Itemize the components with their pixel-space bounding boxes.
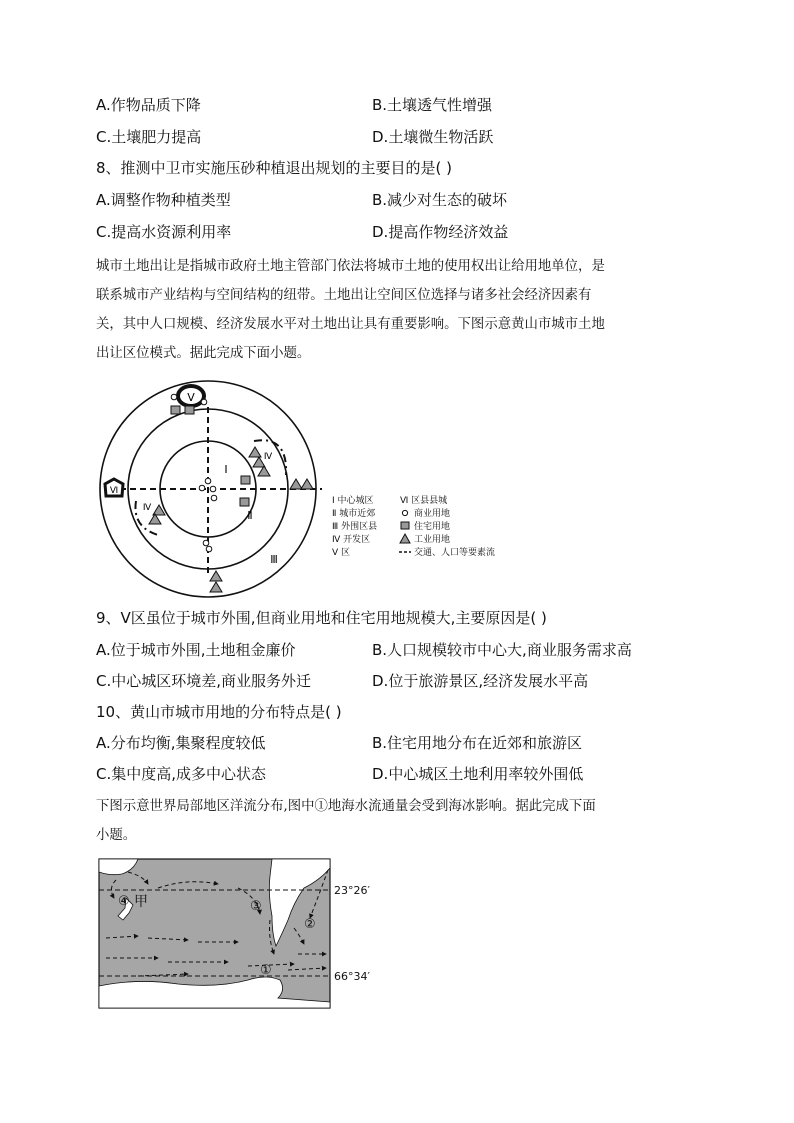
passage-2-line: 小题。 bbox=[96, 828, 137, 843]
q7-option-b: B.土壤透气性增强 bbox=[372, 96, 493, 114]
q9-option-d: D.位于旅游景区,经济发展水平高 bbox=[372, 672, 589, 690]
zone-iii-label: Ⅲ bbox=[270, 553, 278, 566]
q8-option-a: A.调整作物种植类型 bbox=[96, 191, 231, 209]
legend-commercial-symbol bbox=[402, 510, 407, 515]
q10-option-d: D.中心城区土地利用率较外围低 bbox=[372, 765, 584, 783]
q10-stem: 10、黄山市城市用地的分布特点是( ) bbox=[96, 703, 342, 721]
zone-v-label: Ⅴ bbox=[187, 391, 195, 404]
q10-option-a: A.分布均衡,集聚程度较低 bbox=[96, 734, 266, 752]
q8-option-d: D.提高作物经济效益 bbox=[372, 223, 509, 241]
industrial-symbol bbox=[210, 582, 222, 592]
label-4: ④ bbox=[118, 894, 130, 909]
residential-symbol bbox=[185, 406, 194, 414]
legend-residential-symbol bbox=[401, 522, 409, 529]
passage-1-line: 关，其中人口规模、经济发展水平对土地出让具有重要影响。下图示意黄山市城市土地 bbox=[96, 317, 605, 332]
q7-option-a: A.作物品质下降 bbox=[96, 96, 201, 114]
legend-zone-vi: Ⅵ 区县县城 bbox=[400, 496, 448, 506]
zone-vi-label: Ⅵ bbox=[109, 486, 119, 496]
legend-industrial: 工业用地 bbox=[414, 535, 451, 545]
ocean-current-map bbox=[98, 858, 388, 1010]
q10-option-c: C.集中度高,成多中心状态 bbox=[96, 765, 267, 783]
zone-iv-east-label: Ⅳ bbox=[263, 452, 273, 462]
label-jia: 甲 bbox=[134, 894, 148, 910]
q8-stem: 8、推测中卫市实施压砂种植退出规划的主要目的是( ) bbox=[96, 159, 453, 177]
q8-option-c: C.提高水资源利用率 bbox=[96, 223, 232, 241]
q10-option-b: B.住宅用地分布在近郊和旅游区 bbox=[372, 734, 583, 752]
q7-option-d: D.土壤微生物活跃 bbox=[372, 128, 494, 146]
legend-zone-v: Ⅴ 区 bbox=[332, 548, 351, 558]
commercial-symbol bbox=[210, 486, 216, 492]
legend-zone-iii: Ⅲ 外围区县 bbox=[332, 522, 378, 532]
legend bbox=[332, 494, 495, 558]
passage-2-line: 下图示意世界局部地区洋流分布,图中①地海水流通量会受到海冰影响。据此完成下面 bbox=[96, 799, 596, 814]
legend-industrial-symbol bbox=[400, 534, 410, 543]
legend-flow: 交通、人口等要素流 bbox=[414, 548, 496, 558]
q8-option-b: B.减少对生态的破坏 bbox=[372, 191, 508, 209]
label-2: ② bbox=[304, 917, 316, 932]
q9-option-a: A.位于城市外围,土地租金廉价 bbox=[96, 641, 296, 659]
q9-stem: 9、Ⅴ区虽位于城市外围,但商业用地和住宅用地规模大,主要原因是( ) bbox=[96, 609, 547, 627]
legend-zone-i: Ⅰ 中心城区 bbox=[332, 496, 374, 506]
legend-zone-iv: Ⅳ 开发区 bbox=[332, 535, 371, 545]
commercial-symbol bbox=[199, 485, 205, 491]
land-transfer-diagram bbox=[96, 377, 526, 599]
commercial-symbol bbox=[206, 546, 212, 552]
commercial-symbol bbox=[203, 540, 209, 546]
legend-zone-ii: Ⅱ 城市近郊 bbox=[332, 509, 376, 519]
passage-1-line: 城市土地出让是指城市政府土地主管部门依法将城市土地的使用权出让给用地单位，是 bbox=[96, 259, 605, 274]
commercial-symbol bbox=[201, 399, 207, 405]
passage-1-line: 联系城市产业结构与空间结构的纽带。土地出让空间区位选择与诸多社会经济因素有 bbox=[96, 288, 592, 303]
label-1: ① bbox=[260, 963, 272, 978]
q7-option-c: C.土壤肥力提高 bbox=[96, 128, 202, 146]
industrial-symbol bbox=[210, 571, 222, 581]
passage-2 bbox=[96, 792, 700, 850]
label-3: ③ bbox=[250, 899, 262, 914]
passage-1 bbox=[96, 252, 700, 368]
industrial-symbol bbox=[301, 479, 313, 489]
commercial-symbol bbox=[211, 495, 217, 501]
industrial-symbol bbox=[249, 447, 261, 457]
industrial-symbol bbox=[290, 479, 302, 489]
latitude-label-top: 23°26′ bbox=[334, 884, 370, 897]
residential-symbol bbox=[171, 406, 180, 414]
residential-symbol bbox=[240, 498, 249, 506]
zone-ii-label: Ⅱ bbox=[247, 509, 253, 522]
legend-commercial: 商业用地 bbox=[414, 509, 451, 519]
zone-iv-west-label: Ⅳ bbox=[142, 503, 152, 513]
zone-i-label: Ⅰ bbox=[224, 463, 228, 476]
q9-option-b: B.人口规模较市中心大,商业服务需求高 bbox=[372, 641, 632, 659]
legend-residential: 住宅用地 bbox=[414, 522, 451, 532]
latitude-label-bottom: 66°34′ bbox=[334, 970, 370, 983]
q9-option-c: C.中心城区环境差,商业服务外迁 bbox=[96, 672, 312, 690]
commercial-symbol bbox=[205, 478, 211, 484]
commercial-symbol bbox=[171, 394, 177, 400]
passage-1-line: 出让区位模式。据此完成下面小题。 bbox=[96, 346, 311, 361]
residential-symbol bbox=[241, 476, 250, 484]
